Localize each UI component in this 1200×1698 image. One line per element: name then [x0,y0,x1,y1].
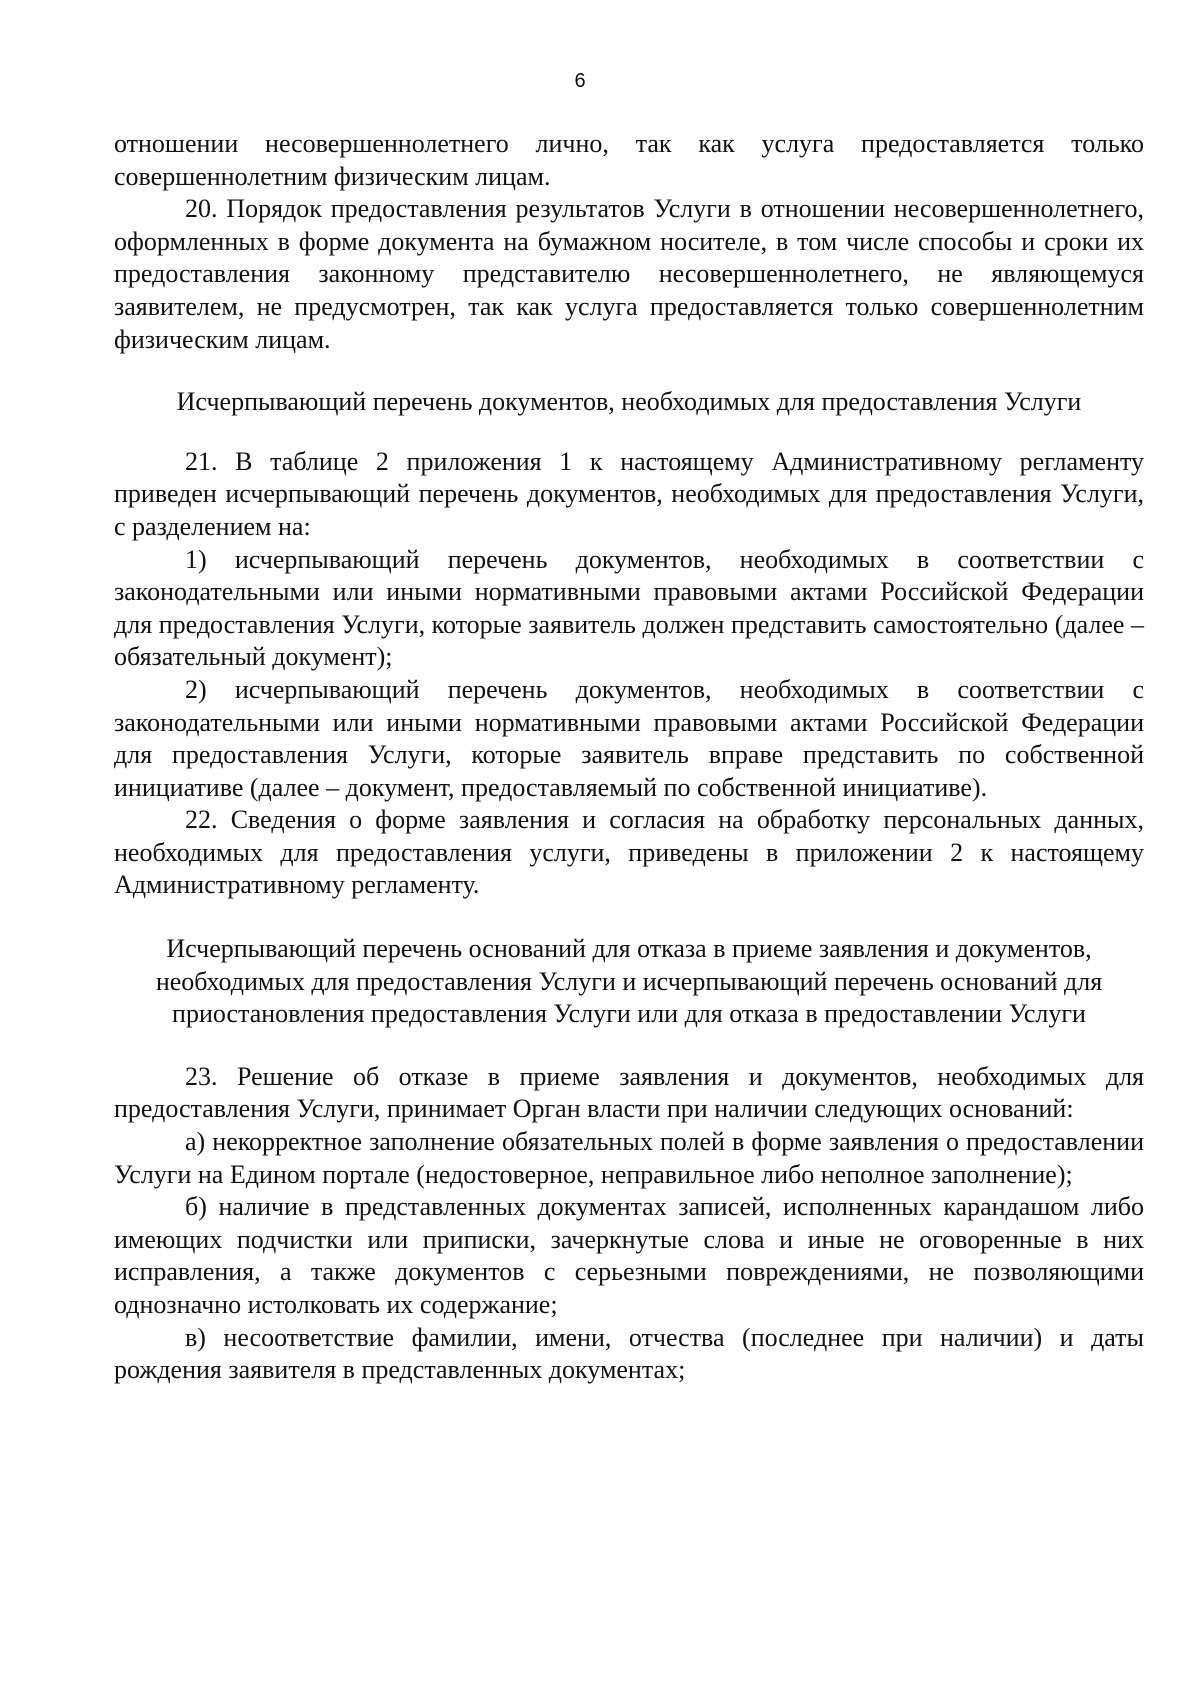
list-item-2: 2) исчерпывающий перечень документов, необходимых в соответствии с законодательными или иными нормативными правовыми актами Российской Федерации для предоставления Услуги, которые заявитель вправе представить по собственной инициативе (далее – документ, предоставляемый по собственной инициативе). [114,674,1144,802]
list-item-v: в) несоответствие фамилии, имени, отчества (последнее при наличии) и даты рождения заявителя в представленных документах; [114,1322,1144,1385]
paragraph-20: 20. Порядок предоставления результатов Услуги в отношении несовершеннолетнего, оформленных в форме документа на бумажном носителе, в том числе способы и сроки их предоставления законному представителю несовершеннолетнего, не являющемуся заявителем, не предусмотрен, так как услуга предоставляется только совершеннолетним физическим лицам. [114,194,1144,354]
paragraph-continuation: отношении несовершеннолетнего лично, так как услуга предоставляется только совершеннолетним физическим лицам. [114,129,1144,191]
list-item-1: 1) исчерпывающий перечень документов, необходимых в соответствии с законодательными или иными нормативными правовыми актами Российской Федерации для предоставления Услуги, которые заявитель должен представить самостоятельно (далее – обязательный документ); [114,544,1144,672]
paragraph-23: 23. Решение об отказе в приеме заявления и документов, необходимых для предоставления Услуги, принимает Орган власти при наличии следующих оснований: [114,1061,1144,1124]
paragraph-21: 21. В таблице 2 приложения 1 к настоящему Административному регламенту приведен исчерпывающий перечень документов, необходимых для предоставления Услуги, с разделением на: [114,446,1144,541]
section-heading-documents: Исчерпывающий перечень документов, необходимых для предоставления Услуги [176,387,1082,417]
list-item-b: б) наличие в представленных документах записей, исполненных карандашом либо имеющих подчистки или приписки, зачеркнутые слова и иные не оговоренные в них исправления, а также документов с серьезными повреждениями, не позволяющими однозначно истолковать их содержание; [114,1192,1144,1319]
document-body [114,128,1144,1387]
list-item-a: а) некорректное заполнение обязательных полей в форме заявления о предоставлении Услуги на Едином портале (недостоверное, неправильное либо неполное заполнение); [114,1127,1144,1189]
section-heading-refusal-grounds: Исчерпывающий перечень оснований для отказа в приеме заявления и документов, необходимых для предоставления Услуги и исчерпывающий перечень оснований для приостановления предоставления Услуги или для отказа в предоставлении Услуги [155,934,1103,1029]
page-number: 6 [574,70,586,92]
paragraph-22: 22. Сведения о форме заявления и согласия на обработку персональных данных, необходимых для предоставления услуги, приведены в приложении 2 к настоящему Административному регламенту. [114,805,1144,900]
